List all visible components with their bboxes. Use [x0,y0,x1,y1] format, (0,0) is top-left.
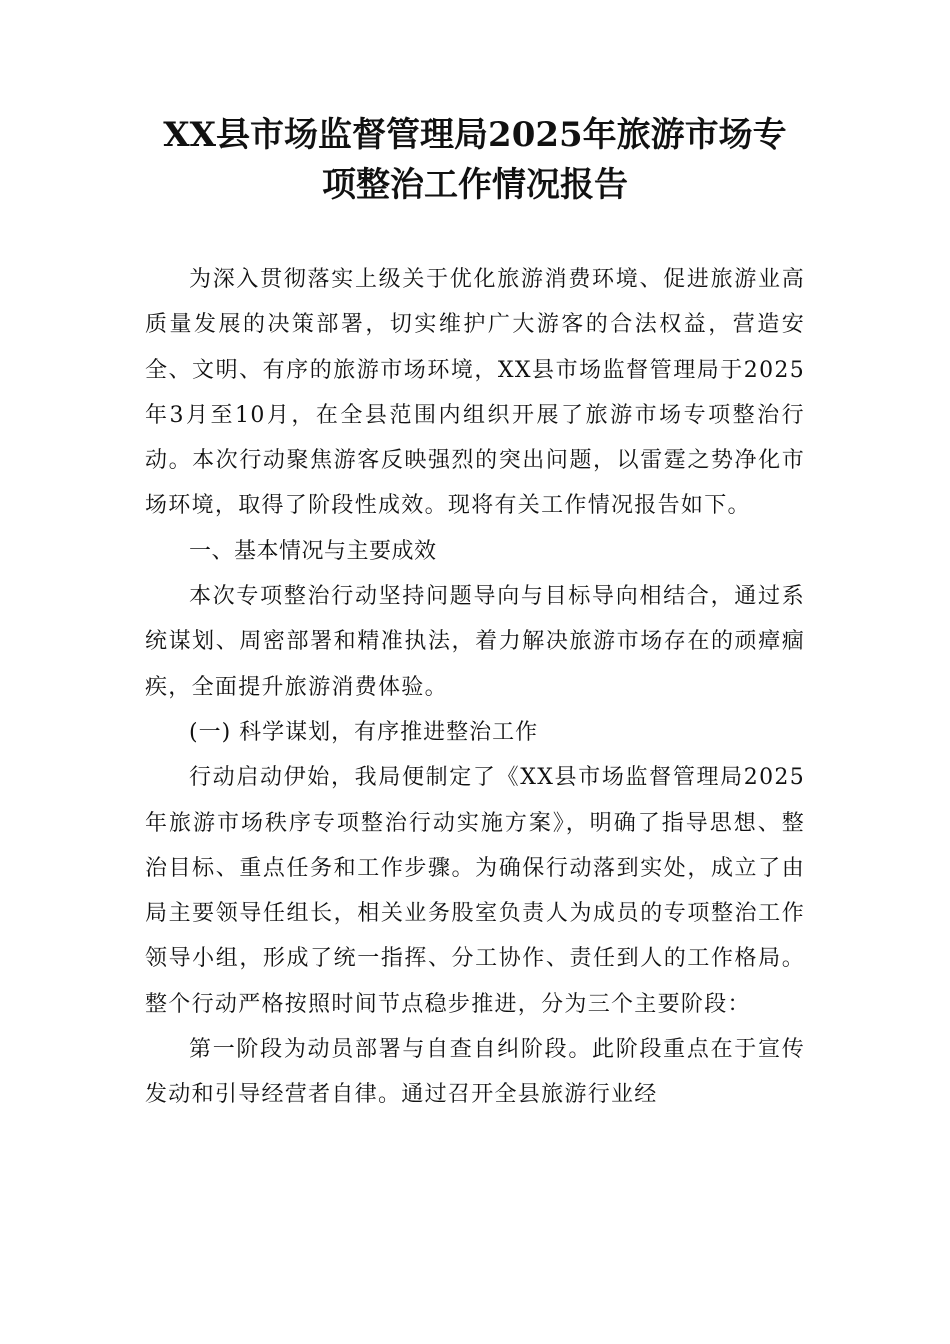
section-heading-1: 一、基本情况与主要成效 [189,538,437,564]
intro-paragraph: 为深入贯彻落实上级关于优化旅游消费环境、促进旅游业高质量发展的决策部署，切实维护广大游客的合法权益，营造安全、文明、有序的旅游市场环境，XX县市场监督管理局于2025年3月至10月，在全县范围内组织开展了旅游市场专项整治行动。本次行动聚焦游客反映强烈的突出问题，以雷霆之势净化市场环境，取得了阶段性成效。现将有关工作情况报告如下。 [145,267,805,519]
subsection-heading-1: (一) 科学谋划，有序推进整治工作 [189,719,539,745]
document-title [145,110,805,210]
stage-1-paragraph: 第一阶段为动员部署与自查自纠阶段。此阶段重点在于宣传发动和引导经营者自律。通过召开全县旅游行业经 [145,1037,805,1108]
section-1-paragraph: 本次专项整治行动坚持问题导向与目标导向相结合，通过系统谋划、周密部署和精准执法，着力解决旅游市场存在的顽瘴痼疾，全面提升旅游消费体验。 [145,584,805,700]
title-line-2: 项整治工作情况报告 [322,165,628,205]
title-line-1: XX县市场监督管理局2025年旅游市场专 [163,115,787,155]
subsection-1-paragraph: 行动启动伊始，我局便制定了《XX县市场监督管理局2025年旅游市场秩序专项整治行动实施方案》，明确了指导思想、整治目标、重点任务和工作步骤。为确保行动落到实处，成立了由局主要领导任组长，相关业务股室负责人为成员的专项整治工作领导小组，形成了统一指挥、分工协作、责任到人的工作格局。整个行动严格按照时间节点稳步推进，分为三个主要阶段： [145,765,805,1017]
document-page [145,110,805,1118]
